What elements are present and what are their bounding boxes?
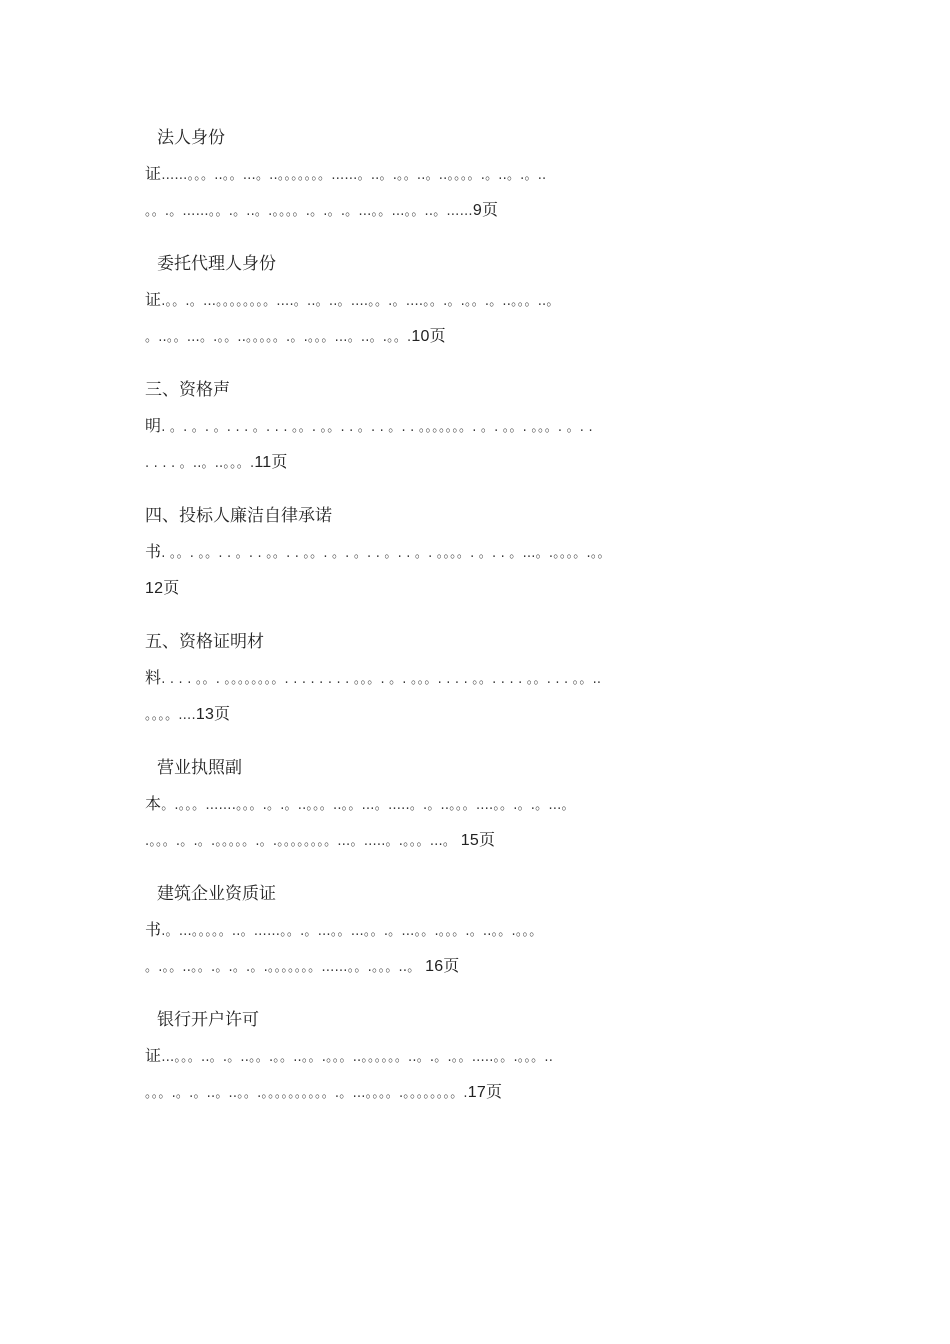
toc-entry-heading: 法人身份 xyxy=(157,128,225,148)
toc-entry-page-number xyxy=(473,202,498,219)
page-number-value: 17 xyxy=(467,1084,486,1101)
toc-entry-leader-line xyxy=(145,696,810,732)
table-of-contents xyxy=(145,120,810,1110)
toc-entry-dot-leader: 。。。.。.。..。..。。.。。。。。。。。。。.。…。。。。.。。。。。。。。. xyxy=(145,1086,468,1101)
toc-entry-leader-line xyxy=(145,1074,810,1110)
page-number-value: 16 xyxy=(425,958,444,975)
toc-entry-leader-line xyxy=(145,912,810,948)
toc-entry-page-number xyxy=(468,1084,502,1101)
page-suffix: 页 xyxy=(214,704,231,723)
toc-entry-heading: 营业执照副 xyxy=(157,758,242,778)
toc-entry-dot-leader: .。。.。…。。。。。。。。….。..。..。….。。.。….。。.。.。。.。..。。。..。 xyxy=(161,294,560,309)
toc-entry-leader-line xyxy=(145,156,810,192)
toc-entry-lead-char: 本 xyxy=(145,794,162,813)
toc-entry-page-number xyxy=(196,706,230,723)
page-suffix: 页 xyxy=(485,1082,503,1101)
toc-entry-page-number xyxy=(145,580,179,597)
toc-entry-page-number xyxy=(254,454,287,471)
toc-entry xyxy=(145,372,810,480)
toc-entry xyxy=(145,876,810,984)
toc-entry-heading: 三、资格声 xyxy=(145,380,230,400)
toc-entry xyxy=(145,120,810,228)
toc-entry-dot-leader: 。。。。…. xyxy=(145,708,196,723)
page-number-value: 13 xyxy=(195,706,215,723)
toc-entry xyxy=(145,624,810,732)
toc-entry xyxy=(145,246,810,354)
page-suffix: 页 xyxy=(478,830,496,849)
toc-entry-dot-leader: .。…。。。。。..。……。。.。…。。…。。.。…。。.。。。.。..。。.。。。 xyxy=(161,924,543,939)
toc-entry-leader-line xyxy=(145,948,810,984)
toc-entry-lead-char: 书 xyxy=(145,920,162,939)
toc-entry-dot-leader: .。。。.。.。.。。。。。.。.。。。。。。。。…。…..。.。。。…。 xyxy=(145,834,457,849)
page-number-value: 10 xyxy=(411,328,430,345)
toc-entry-heading: 银行开户许可 xyxy=(157,1010,259,1030)
toc-entry-leader-line xyxy=(145,318,810,354)
toc-entry-page-number xyxy=(420,958,459,975)
toc-entry-heading: 五、资格证明材 xyxy=(145,632,264,652)
toc-entry-leader-line xyxy=(145,444,810,480)
toc-entry-page-number xyxy=(411,328,445,345)
toc-entry xyxy=(145,498,810,606)
toc-entry-heading: 委托代理人身份 xyxy=(157,254,276,274)
toc-entry-leader-line xyxy=(145,408,810,444)
toc-entry-dot-leader: ……。。。..。。…。..。。。。。。。……。..。.。。..。..。。。。.。..。.。.. xyxy=(161,168,547,183)
toc-entry-dot-leader: 。.。。。…….。。。.。.。..。。。..。。…。…..。.。..。。。….。。.。.。…。 xyxy=(161,798,575,813)
toc-entry-leader-line xyxy=(145,1038,810,1074)
toc-entry-dot-leader: . . . . 。..。..。。。. xyxy=(145,456,255,471)
toc-entry-lead-char: 证 xyxy=(145,290,162,309)
toc-entry-leader-line xyxy=(145,786,810,822)
toc-entry-leader-line xyxy=(145,534,810,570)
toc-entry-leader-line xyxy=(145,660,810,696)
toc-entry-leader-line xyxy=(145,192,810,228)
toc-entry-dot-leader: . 。。. 。。. . 。. . 。。. . 。。. 。. 。. . 。. . 。. 。。。。. 。. . 。…。.。。。。.。。 xyxy=(161,546,611,561)
toc-entry xyxy=(145,750,810,858)
page-number-value: 9 xyxy=(472,202,482,219)
toc-entry-dot-leader: 。..。。…。.。。..。。。。。.。.。。。…。..。.。。. xyxy=(145,330,412,345)
toc-entry-dot-leader: …。。。..。.。..。。.。。..。。.。。。..。。。。。。..。.。.。。…..。。.。。。.. xyxy=(161,1050,554,1065)
toc-entry-lead-char: 证 xyxy=(145,164,162,183)
toc-entry-dot-leader: 。.。。..。。.。.。.。.。。。。。。。……。。.。。。..。 xyxy=(145,960,421,975)
page-suffix: 页 xyxy=(271,452,288,471)
toc-entry-leader-line xyxy=(145,570,810,606)
toc-entry-heading: 建筑企业资质证 xyxy=(157,884,276,904)
page-number-value: 12 xyxy=(145,580,164,597)
toc-entry-dot-leader: . 。. 。. 。. . . 。. . . 。。. 。。. . 。. . 。. . 。。。。。。。. 。. 。。. 。。。. 。. . xyxy=(161,420,593,435)
toc-entry-leader-line xyxy=(145,822,810,858)
page-suffix: 页 xyxy=(429,326,446,345)
toc-entry-lead-char: 明 xyxy=(145,416,162,435)
toc-entry-dot-leader: . . . . 。。. 。。。。。。。。. . . . . . . . 。。。. 。. 。。。. . . . 。。. . . . 。。. . . 。。.. xyxy=(161,672,602,687)
page-suffix: 页 xyxy=(163,578,180,597)
page-suffix: 页 xyxy=(481,200,499,219)
toc-entry-lead-char: 料 xyxy=(145,668,162,687)
toc-entry-heading: 四、投标人廉洁自律承诺 xyxy=(145,506,332,526)
toc-entry-lead-char: 书 xyxy=(145,542,162,561)
page-suffix: 页 xyxy=(443,956,460,975)
toc-entry xyxy=(145,1002,810,1110)
toc-entry-lead-char: 证 xyxy=(145,1046,162,1065)
toc-entry-page-number xyxy=(456,832,495,849)
page-number-value: 15 xyxy=(460,832,479,849)
toc-entry-dot-leader: 。。.。……。。.。..。.。。。。.。.。.。…。。…。。..。…… xyxy=(145,204,473,219)
page-number-value: 11 xyxy=(254,454,272,471)
toc-entry-leader-line xyxy=(145,282,810,318)
